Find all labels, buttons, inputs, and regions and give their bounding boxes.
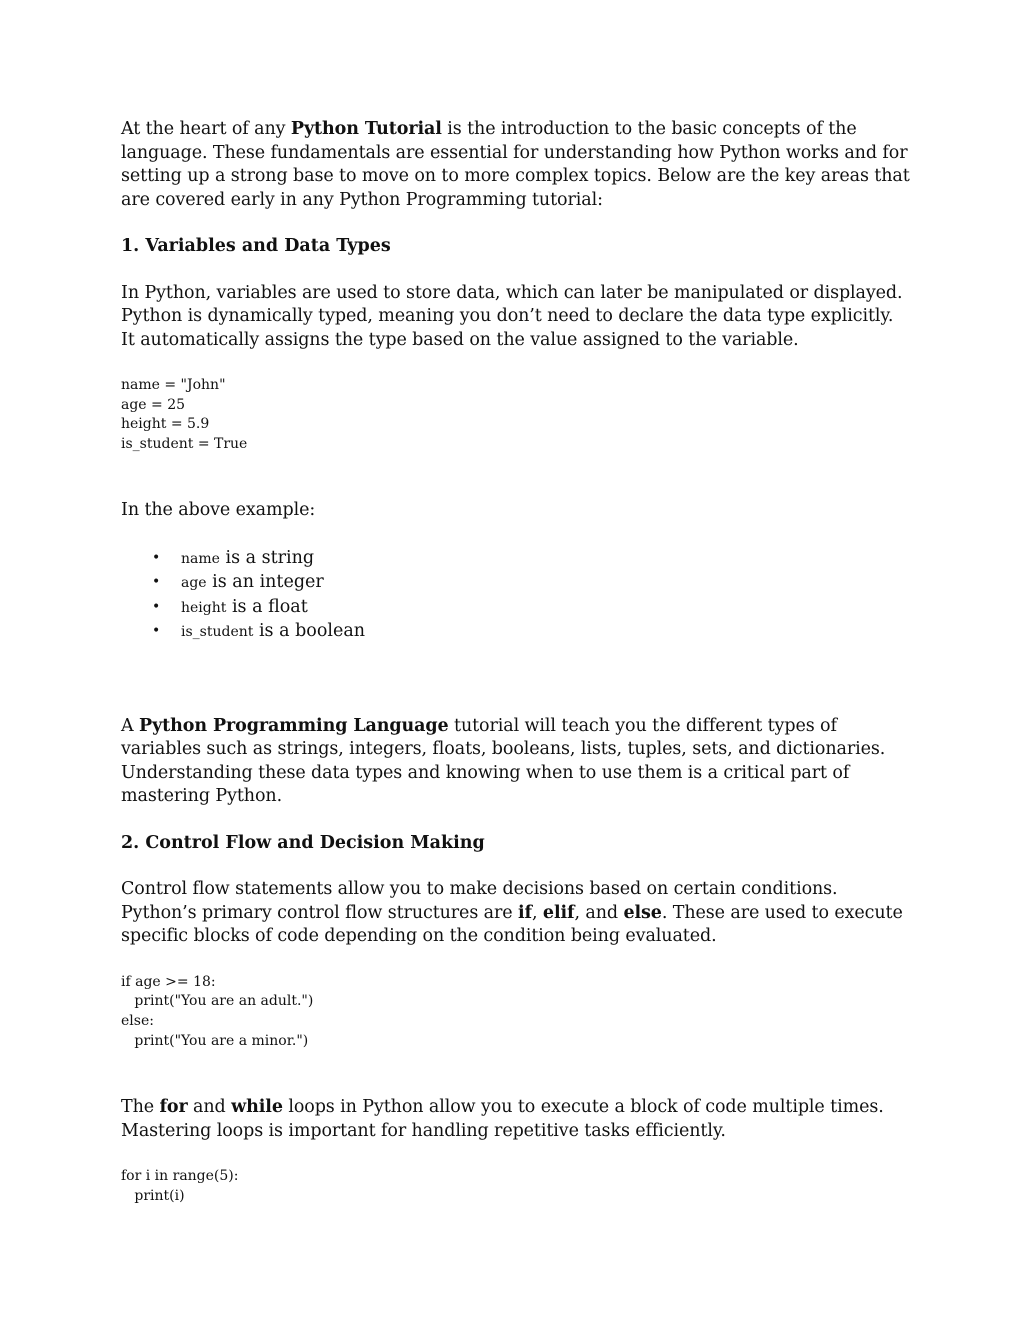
variable-desc: is a string [219, 547, 315, 568]
list-item [152, 620, 911, 645]
example-lead: In the above example: [121, 500, 316, 521]
list-item [152, 596, 911, 621]
section-1-heading: 1. Variables and Data Types [121, 236, 391, 256]
control-text-start: Control flow statements allow you to make decisions based on certain conditions. Python’s primary control flow structures are [121, 879, 838, 923]
bullet-icon: • [152, 623, 161, 640]
loops-text-start: The [121, 1097, 160, 1118]
section-2-paragraph [121, 878, 911, 949]
keyword-else: else [623, 902, 662, 923]
followup-bold-term: Python Programming Language [139, 715, 449, 736]
intro-paragraph [121, 118, 911, 212]
bullet-icon: • [152, 549, 161, 566]
section-2-heading: 2. Control Flow and Decision Making [121, 832, 485, 853]
followup-text-start: A [121, 715, 140, 736]
variable-desc: is an integer [206, 572, 324, 593]
keyword-elif: elif [542, 902, 575, 923]
followup-text-end: tutorial will teach you the different types of variables such as strings, integers, floats, booleans, lists, tuples, sets, and dictionaries. Understanding these data types and knowing when to use them is a critical part of mastering Python. [121, 715, 886, 807]
loops-text-end: loops in Python allow you to execute a block of code multiple times. Mastering loops is important for handling repetitive tasks efficiently. [121, 1097, 884, 1141]
bullet-icon: • [152, 598, 161, 615]
keyword-if: if [517, 902, 532, 923]
section-1-paragraph: In Python, variables are used to store data, which can later be manipulated or displayed. Python is dynamically typed, meaning you don’t need to declare the data type explicitly. It automatically assigns the type based on the value assigned to the variable. [121, 282, 903, 350]
loop-code-block: for i in range(5): print(i) [121, 1168, 239, 1204]
variable-name: age [181, 575, 207, 592]
intro-text-start: At the heart of any [121, 119, 291, 139]
loops-paragraph [121, 1096, 911, 1143]
variable-name: height [181, 599, 227, 616]
list-item [152, 547, 911, 572]
intro-bold-term: Python Tutorial [290, 119, 442, 139]
conditional-code-block: if age >= 18: print("You are an adult.") else: print("You are a minor.") [121, 973, 314, 1049]
control-text-end: . These are used to execute specific blocks of code depending on the condition being evaluated. [121, 902, 903, 947]
variables-code-block: name = "John" age = 25 height = 5.9 is_student = True [121, 377, 248, 452]
variable-desc: is a boolean [253, 621, 366, 642]
variable-name: name [181, 550, 220, 567]
intro-text-end: is the introduction to the basic concepts of the language. These fundamentals are essential for understanding how Python works and for setting up a strong base to move on to more complex topics. Below are the key areas that are covered early in any Python Programming tutorial: [121, 119, 910, 210]
separator: , and [574, 902, 624, 923]
data-type-list [121, 547, 911, 645]
followup-paragraph [121, 715, 911, 809]
bullet-icon: • [152, 574, 161, 591]
loops-text-mid: and [187, 1097, 232, 1118]
document-page [121, 118, 911, 1206]
keyword-for: for [159, 1097, 188, 1118]
separator: , [531, 902, 543, 923]
list-item [152, 571, 911, 596]
keyword-while: while [231, 1097, 283, 1118]
variable-desc: is a float [226, 596, 308, 617]
variable-name: is_student [181, 624, 254, 641]
